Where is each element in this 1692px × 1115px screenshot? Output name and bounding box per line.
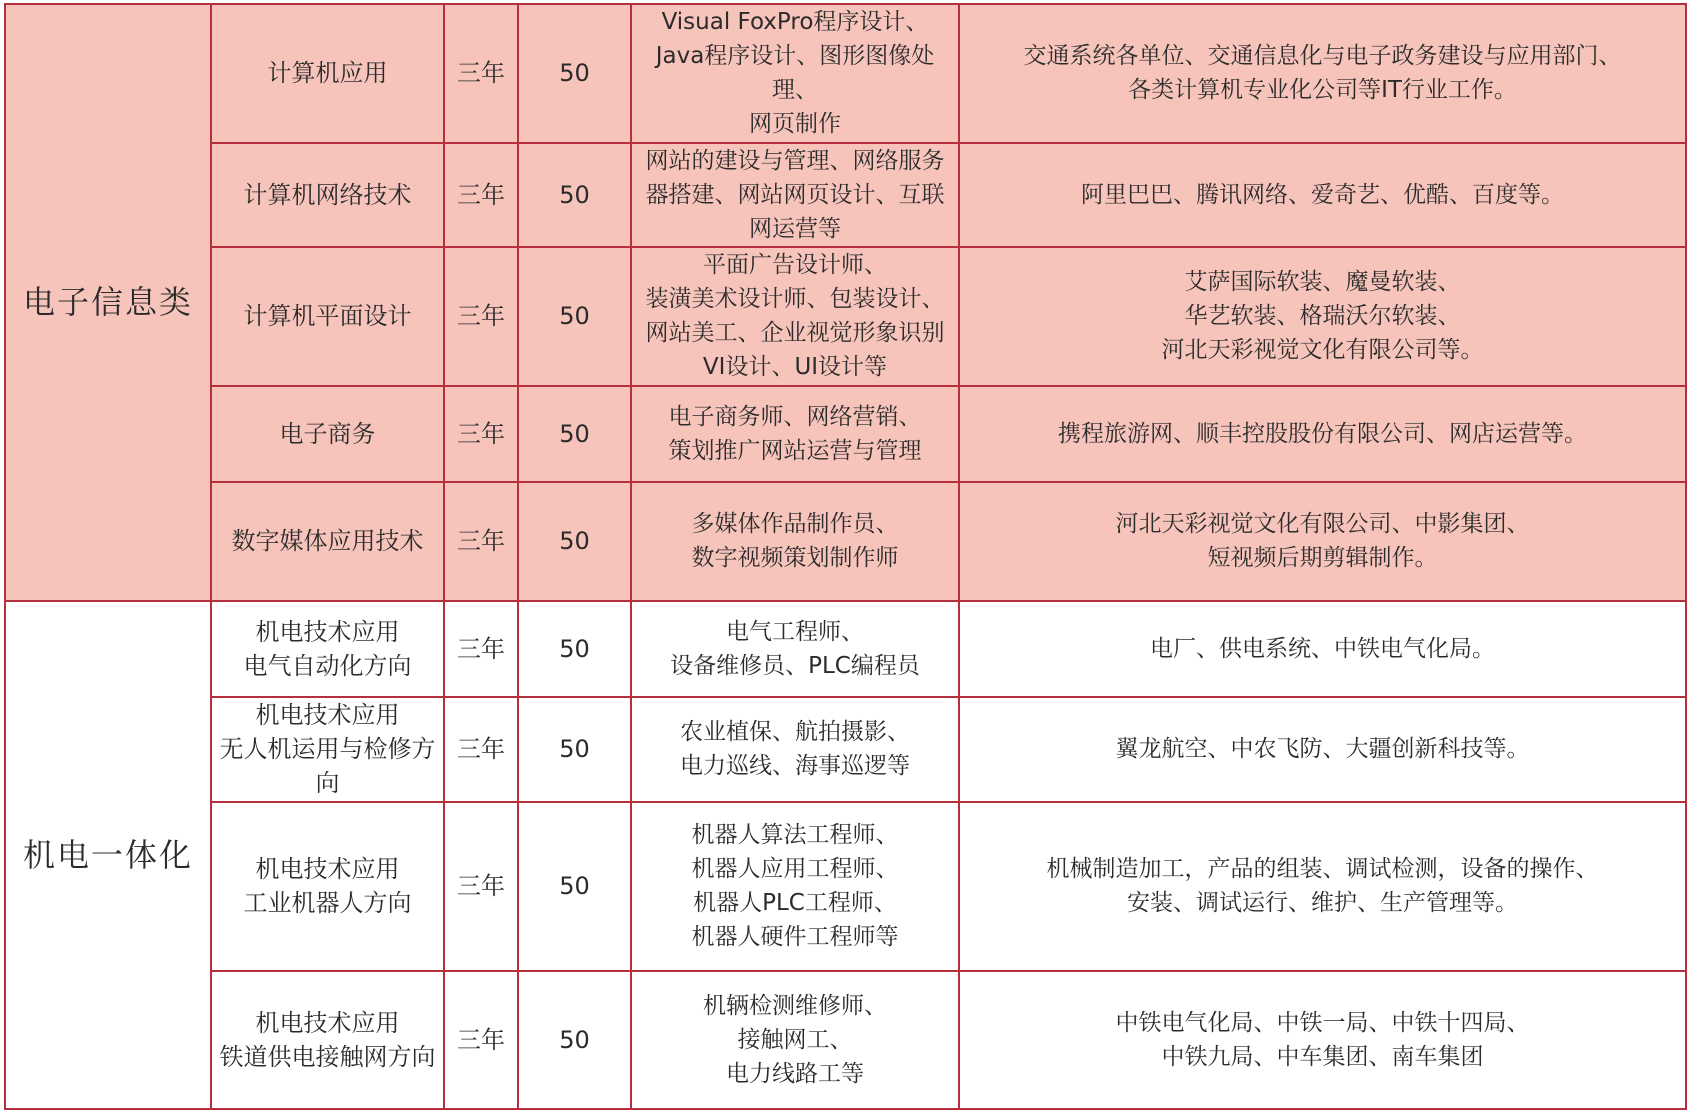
major-cell: 机电技术应用 无人机运用与检修方向 [211,697,444,801]
duration-cell: 三年 [444,386,518,482]
table-row [5,143,1686,247]
quota-cell: 50 [518,802,631,972]
major-cell: 计算机平面设计 [211,247,444,386]
table-row [5,971,1686,1109]
duration-cell: 三年 [444,4,518,143]
major-cell: 数字媒体应用技术 [211,482,444,601]
employers-cell: 河北天彩视觉文化有限公司、中影集团、 短视频后期剪辑制作。 [959,482,1686,601]
duration-cell: 三年 [444,482,518,601]
table-row [5,697,1686,801]
category-cell-electronics: 电子信息类 [5,4,211,601]
table-row [5,482,1686,601]
major-cell: 计算机网络技术 [211,143,444,247]
positions-cell: 电气工程师、 设备维修员、PLC编程员 [631,601,959,697]
positions-cell: 多媒体作品制作员、 数字视频策划制作师 [631,482,959,601]
quota-cell: 50 [518,4,631,143]
table-row [5,247,1686,386]
employers-cell: 交通系统各单位、交通信息化与电子政务建设与应用部门、 各类计算机专业化公司等IT行业工作。 [959,4,1686,143]
employers-cell: 机械制造加工，产品的组装、调试检测，设备的操作、 安装、调试运行、维护、生产管理等。 [959,802,1686,972]
employers-cell: 阿里巴巴、腾讯网络、爱奇艺、优酷、百度等。 [959,143,1686,247]
major-cell: 机电技术应用 工业机器人方向 [211,802,444,972]
duration-cell: 三年 [444,802,518,972]
table-row [5,601,1686,697]
employers-cell: 翼龙航空、中农飞防、大疆创新科技等。 [959,697,1686,801]
category-cell-mechatronics: 机电一体化 [5,601,211,1109]
major-cell: 电子商务 [211,386,444,482]
quota-cell: 50 [518,143,631,247]
quota-cell: 50 [518,697,631,801]
positions-cell: 电子商务师、网络营销、 策划推广网站运营与管理 [631,386,959,482]
duration-cell: 三年 [444,971,518,1109]
major-cell: 机电技术应用 铁道供电接触网方向 [211,971,444,1109]
table-row [5,386,1686,482]
employers-cell: 携程旅游网、顺丰控股股份有限公司、网店运营等。 [959,386,1686,482]
quota-cell: 50 [518,386,631,482]
major-cell: 机电技术应用 电气自动化方向 [211,601,444,697]
duration-cell: 三年 [444,143,518,247]
duration-cell: 三年 [444,247,518,386]
positions-cell: Visual FoxPro程序设计、 Java程序设计、图形图像处理、 网页制作 [631,4,959,143]
quota-cell: 50 [518,247,631,386]
positions-cell: 网站的建设与管理、网络服务 器搭建、网站网页设计、互联 网运营等 [631,143,959,247]
duration-cell: 三年 [444,697,518,801]
majors-table [4,3,1687,1110]
table-row [5,802,1686,972]
positions-cell: 机器人算法工程师、 机器人应用工程师、 机器人PLC工程师、 机器人硬件工程师等 [631,802,959,972]
major-cell: 计算机应用 [211,4,444,143]
positions-cell: 机辆检测维修师、 接触网工、 电力线路工等 [631,971,959,1109]
quota-cell: 50 [518,482,631,601]
employers-cell: 中铁电气化局、中铁一局、中铁十四局、 中铁九局、中车集团、南车集团 [959,971,1686,1109]
positions-cell: 平面广告设计师、 装潢美术设计师、包装设计、 网站美工、企业视觉形象识别 VI设计、UI设计等 [631,247,959,386]
employers-cell: 电厂、供电系统、中铁电气化局。 [959,601,1686,697]
employers-cell: 艾萨国际软装、魔曼软装、 华艺软装、格瑞沃尔软装、 河北天彩视觉文化有限公司等。 [959,247,1686,386]
quota-cell: 50 [518,601,631,697]
table-row [5,4,1686,143]
quota-cell: 50 [518,971,631,1109]
duration-cell: 三年 [444,601,518,697]
positions-cell: 农业植保、航拍摄影、 电力巡线、海事巡逻等 [631,697,959,801]
